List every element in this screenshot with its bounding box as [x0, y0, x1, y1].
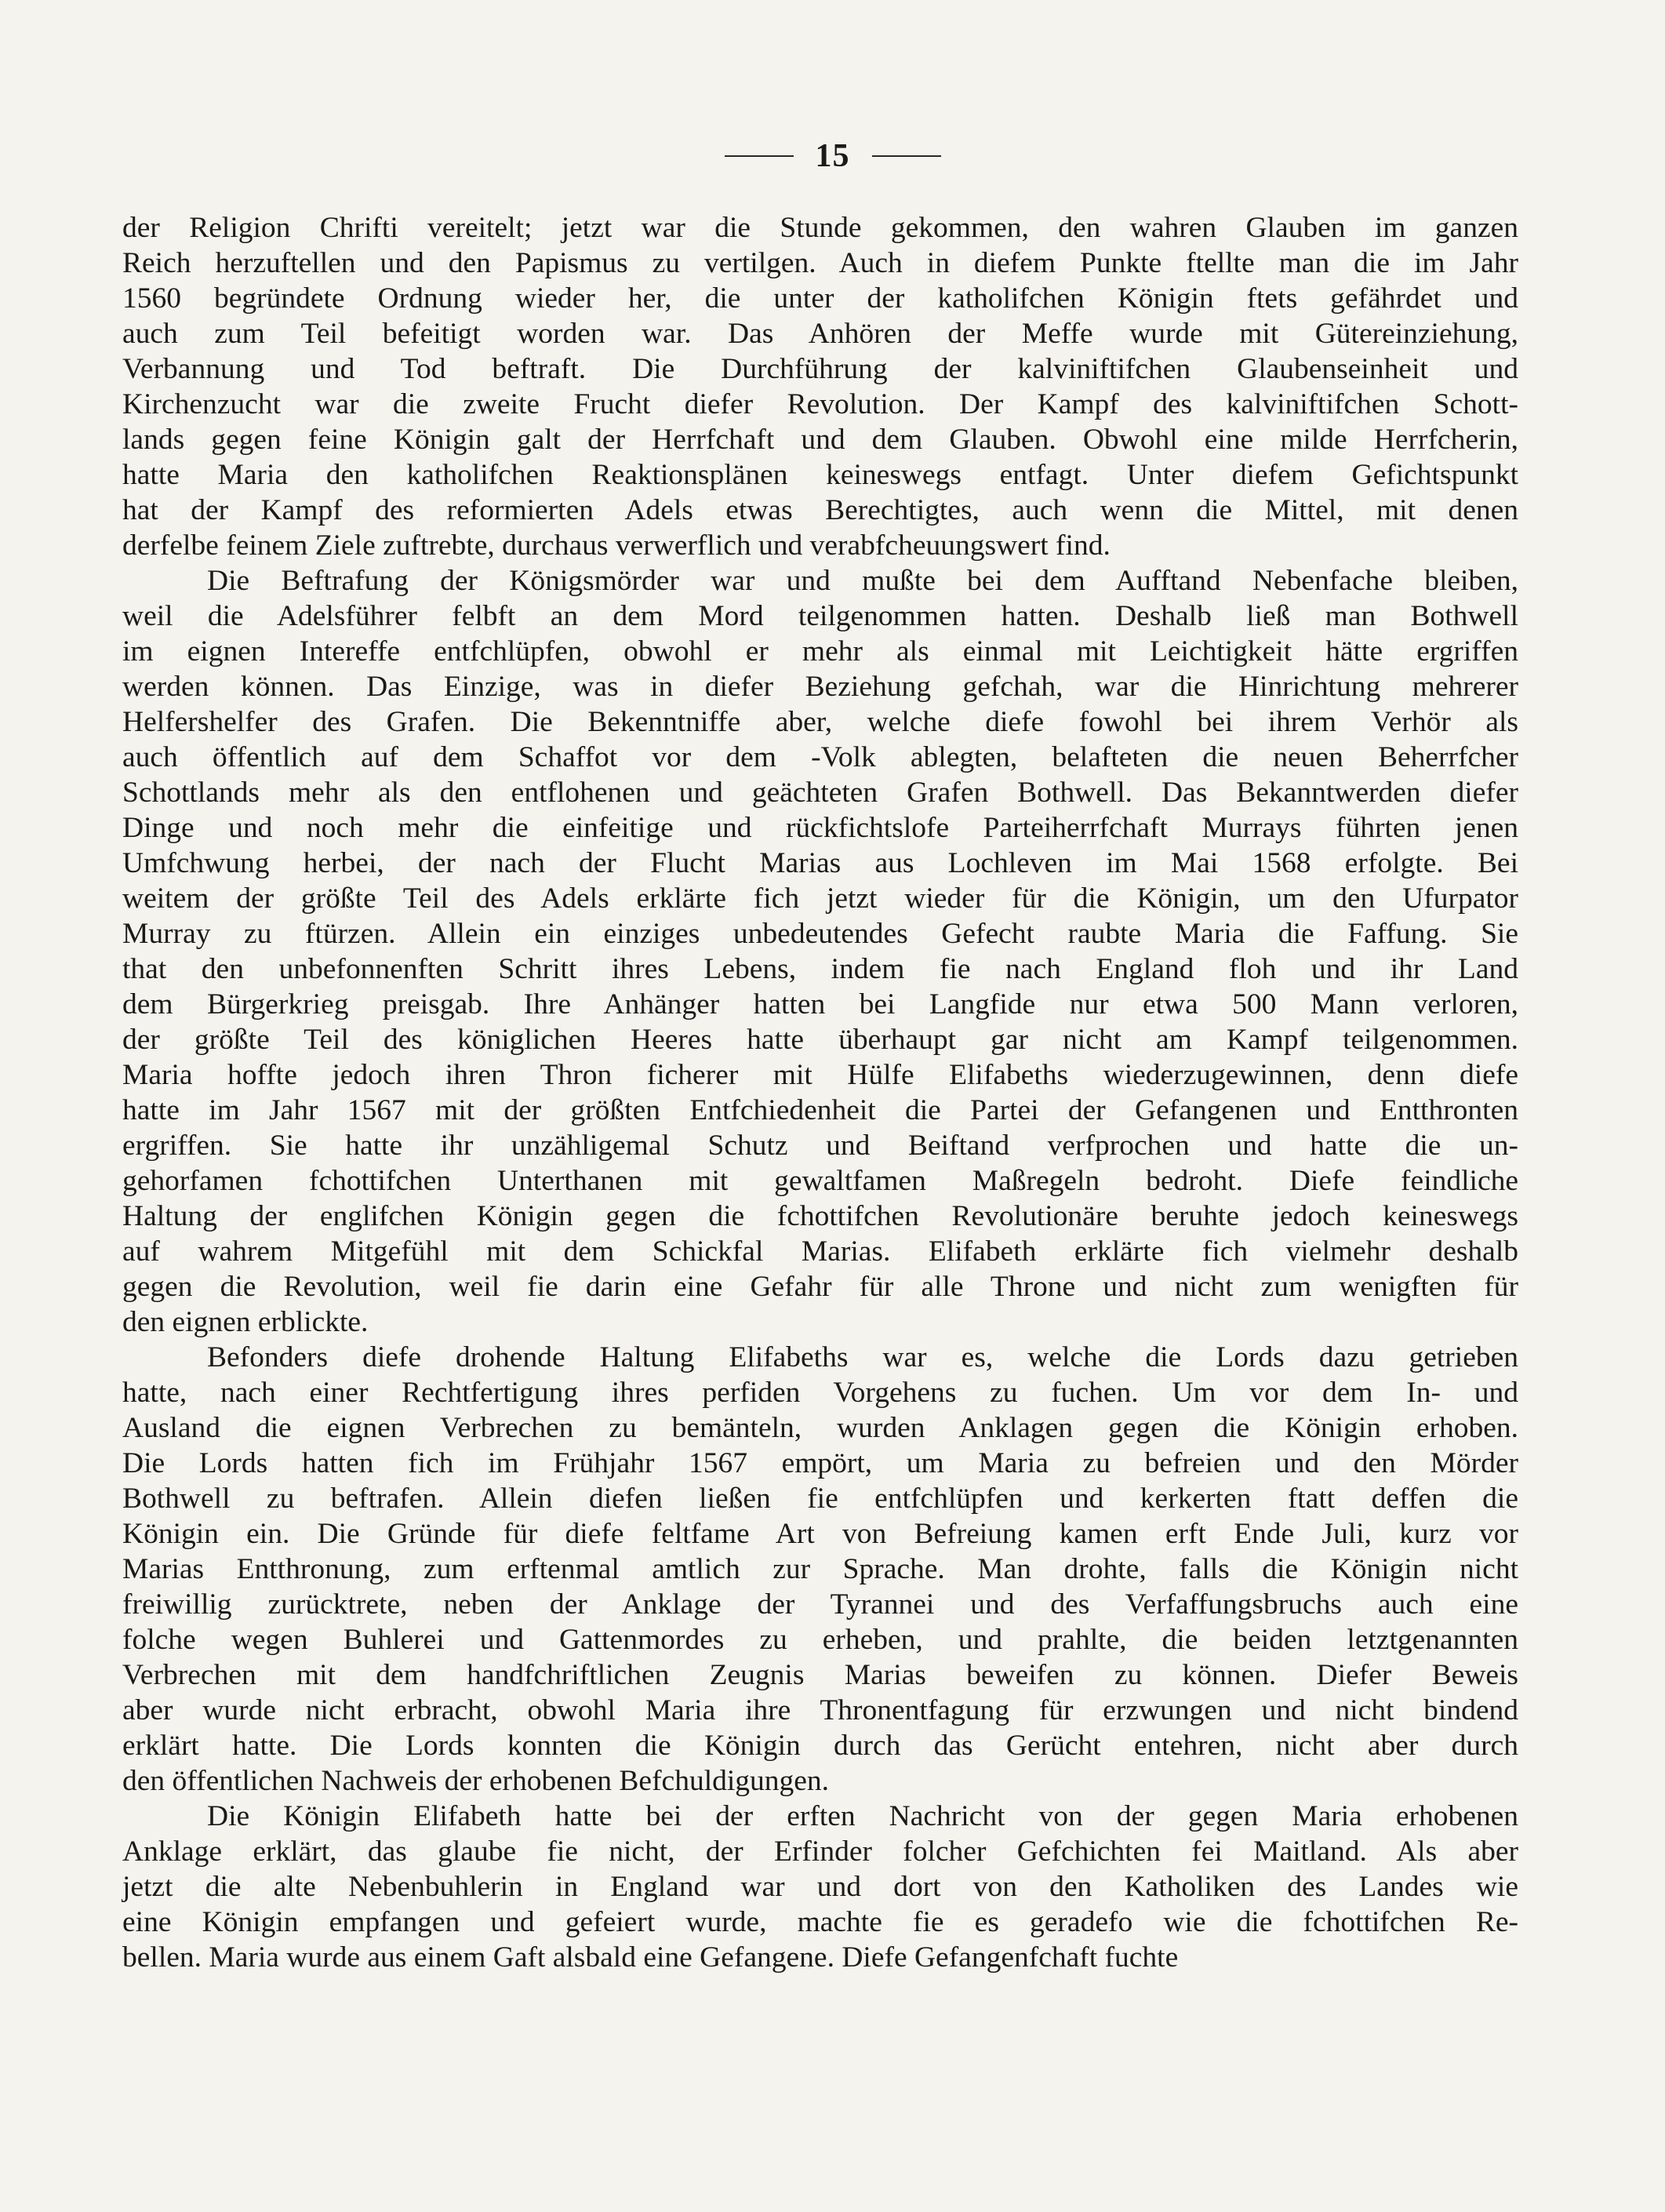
- text-line: bellen. Maria wurde aus einem Gaft alsbald eine Gefangene. Diefe Gefangenfchaft fuchte: [122, 1941, 1179, 1974]
- text-line: derfelbe feinem Ziele zuftrebte, durchaus verwerflich und verabfcheuungswert find.: [122, 529, 1111, 562]
- text-line: werden können. Das Einzige, was in diefer Beziehung gefchah, war die Hinrichtung mehrerer: [122, 671, 1518, 703]
- text-line: auch zum Teil befeitigt worden war. Das Anhören der Meffe wurde mit Gütereinziehung,: [122, 318, 1518, 350]
- left-rule: [725, 155, 794, 157]
- page-body: [122, 210, 1518, 1975]
- text-line: lands gegen feine Königin galt der Herrfchaft und dem Glauben. Obwohl eine milde Herrfcherin,: [122, 424, 1518, 456]
- text-line: Die Königin Elifabeth hatte bei der erften Nachricht von der gegen Maria erhobenen: [207, 1800, 1518, 1832]
- text-line: Die Lords hatten fich im Frühjahr 1567 empört, um Maria zu befreien und den Mörder: [122, 1447, 1518, 1479]
- text-line: Königin ein. Die Gründe für diefe feltfame Art von Befreiung kamen erft Ende Juli, kurz vor: [122, 1518, 1518, 1550]
- text-line: den öffentlichen Nachweis der erhobenen Befchuldigungen.: [122, 1765, 830, 1797]
- text-line: Die Beftrafung der Königsmörder war und mußte bei dem Aufftand Nebenfache bleiben,: [207, 565, 1518, 597]
- text-line: Bothwell zu beftrafen. Allein diefen ließen fie entfchlüpfen und kerkerten ftatt deffen die: [122, 1483, 1518, 1515]
- text-line: Verbrechen mit dem handfchriftlichen Zeugnis Marias beweifen zu können. Diefer Beweis: [122, 1659, 1518, 1691]
- text-line: gegen die Revolution, weil fie darin eine Gefahr für alle Throne und nicht zum wenigften für: [122, 1271, 1518, 1303]
- text-line: auch öffentlich auf dem Schaffot vor dem -Volk ablegten, belafteten die neuen Beherrfcher: [122, 741, 1518, 773]
- paragraph: [122, 1340, 1518, 1799]
- text-line: Dinge und noch mehr die einfeitige und rückfichtslofe Parteiherrfchaft Murrays führten jenen: [122, 812, 1518, 844]
- text-line: dem Bürgerkrieg preisgab. Ihre Anhänger hatten bei Langfide nur etwa 500 Mann verloren,: [122, 988, 1518, 1021]
- page-number: 15: [815, 138, 850, 174]
- text-line: im eignen Intereffe entfchlüpfen, obwohl er mehr als einmal mit Leichtigkeit hätte ergriffen: [122, 635, 1518, 668]
- text-line: Schottlands mehr als den entflohenen und geächteten Grafen Bothwell. Das Bekanntwerden diefer: [122, 777, 1518, 809]
- text-line: Maria hoffte jedoch ihren Thron ficherer mit Hülfe Elifabeths wiederzugewinnen, denn diefe: [122, 1059, 1518, 1091]
- paragraph: [122, 563, 1518, 1340]
- text-line: Umfchwung herbei, der nach der Flucht Marias aus Lochleven im Mai 1568 erfolgte. Bei: [122, 847, 1518, 879]
- text-line: Murray zu ftürzen. Allein ein einziges unbedeutendes Gefecht raubte Maria die Faffung. Sie: [122, 918, 1518, 950]
- text-line: folche wegen Buhlerei und Gattenmordes zu erheben, und prahlte, die beiden letztgenannten: [122, 1624, 1518, 1656]
- text-line: Verbannung und Tod beftraft. Die Durchführung der kalviniftifchen Glaubenseinheit und: [122, 353, 1518, 385]
- text-line: erklärt hatte. Die Lords konnten die Königin durch das Gerücht entehren, nicht aber durch: [122, 1730, 1518, 1762]
- paragraph: [122, 210, 1518, 563]
- text-line: that den unbefonnenften Schritt ihres Lebens, indem fie nach England floh und ihr Land: [122, 953, 1518, 985]
- right-rule: [872, 155, 941, 157]
- text-line: Haltung der englifchen Königin gegen die fchottifchen Revolutionäre beruhte jedoch keineswegs: [122, 1200, 1518, 1232]
- text-line: eine Königin empfangen und gefeiert wurde, machte fie es geradefo wie die fchottifchen Re-: [122, 1906, 1518, 1938]
- text-line: Marias Entthronung, zum erftenmal amtlich zur Sprache. Man drohte, falls die Königin nicht: [122, 1553, 1518, 1585]
- text-line: Befonders diefe drohende Haltung Elifabeths war es, welche die Lords dazu getrieben: [207, 1341, 1518, 1373]
- text-line: hatte im Jahr 1567 mit der größten Entfchiedenheit die Partei der Gefangenen und Entthronten: [122, 1094, 1518, 1126]
- text-line: den eignen erblickte.: [122, 1306, 369, 1338]
- text-line: der Religion Chrifti vereitelt; jetzt war die Stunde gekommen, den wahren Glauben im ganzen: [122, 212, 1518, 244]
- text-line: gehorfamen fchottifchen Unterthanen mit gewaltfamen Maßregeln bedroht. Diefe feindliche: [122, 1165, 1518, 1197]
- text-line: Anklage erklärt, das glaube fie nicht, der Erfinder folcher Gefchichten fei Maitland. Als aber: [122, 1835, 1518, 1868]
- text-line: weil die Adelsführer felbft an dem Mord teilgenommen hatten. Deshalb ließ man Bothwell: [122, 600, 1518, 632]
- text-line: weitem der größte Teil des Adels erklärte fich jetzt wieder für die Königin, um den Ufurpator: [122, 882, 1518, 915]
- text-line: Helfershelfer des Grafen. Die Bekenntniffe aber, welche diefe fowohl bei ihrem Verhör als: [122, 706, 1518, 738]
- text-line: freiwillig zurücktrete, neben der Anklage der Tyrannei und des Verfaffungsbruchs auch eine: [122, 1588, 1518, 1621]
- text-line: jetzt die alte Nebenbuhlerin in England war und dort von den Katholiken des Landes wie: [122, 1871, 1518, 1903]
- text-line: Ausland die eignen Verbrechen zu bemänteln, wurden Anklagen gegen die Königin erhoben.: [122, 1412, 1518, 1444]
- text-line: hatte Maria den katholifchen Reaktionsplänen keineswegs entfagt. Unter diefem Gefichtspunkt: [122, 459, 1518, 491]
- text-line: ergriffen. Sie hatte ihr unzähligemal Schutz und Beiftand verfprochen und hatte die un-: [122, 1130, 1518, 1162]
- text-line: Reich herzuftellen und den Papismus zu vertilgen. Auch in diefem Punkte ftellte man die im Jahr: [122, 247, 1518, 279]
- text-line: hatte, nach einer Rechtfertigung ihres perfiden Vorgehens zu fuchen. Um vor dem In- und: [122, 1377, 1518, 1409]
- text-line: 1560 begründete Ordnung wieder her, die unter der katholifchen Königin ftets gefährdet und: [122, 282, 1518, 315]
- text-line: Kirchenzucht war die zweite Frucht diefer Revolution. Der Kampf des kalviniftifchen Schott-: [122, 388, 1518, 420]
- text-line: der größte Teil des königlichen Heeres hatte überhaupt gar nicht am Kampf teilgenommen.: [122, 1024, 1518, 1056]
- text-line: auf wahrem Mitgefühl mit dem Schickfal Marias. Elifabeth erklärte fich vielmehr deshalb: [122, 1235, 1518, 1268]
- text-line: aber wurde nicht erbracht, obwohl Maria ihre Thronentfagung für erzwungen und nicht bindend: [122, 1694, 1518, 1726]
- text-line: hat der Kampf des reformierten Adels etwas Berechtigtes, auch wenn die Mittel, mit denen: [122, 494, 1518, 526]
- paragraph: [122, 1799, 1518, 1975]
- page-header: [0, 140, 1665, 173]
